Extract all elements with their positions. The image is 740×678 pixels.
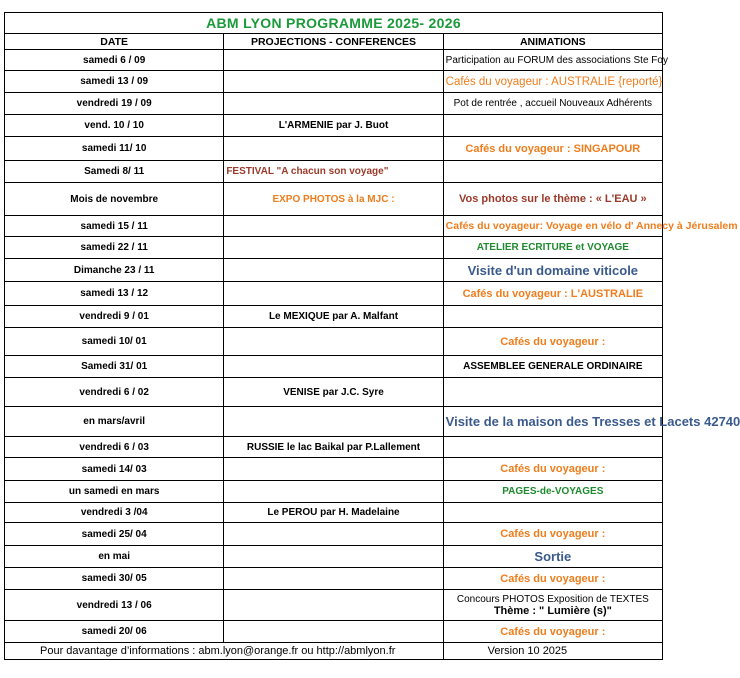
animation-cell: ASSEMBLEE GENERALE ORDINAIRE xyxy=(443,356,662,378)
table-row xyxy=(5,523,663,546)
animation-cell: Cafés du voyageur: Voyage en vélo d' Annecy à Jérusalem xyxy=(443,216,662,237)
table-row xyxy=(5,183,663,216)
date-cell: vend. 10 / 10 xyxy=(5,115,224,137)
date-cell: vendredi 9 / 01 xyxy=(5,306,224,328)
animation-cell: Visite d'un domaine viticole xyxy=(443,259,662,282)
table-row xyxy=(5,71,663,93)
animation-cell: Cafés du voyageur : AUSTRALIE {reporté} xyxy=(443,71,662,93)
footer-info: Pour davantage d’informations : abm.lyon@orange.fr ou http://abmlyon.fr xyxy=(5,643,444,660)
projection-cell: Le PEROU par H. Madelaine xyxy=(224,503,443,523)
version-label: Version 10 2025 xyxy=(487,645,568,657)
date-cell: vendredi 3 /04 xyxy=(5,503,224,523)
table-row xyxy=(5,378,663,407)
projection-cell xyxy=(224,546,443,568)
table-row xyxy=(5,259,663,282)
animation-cell: Cafés du voyageur : xyxy=(443,523,662,546)
table-row xyxy=(5,590,663,621)
projection-cell: Le MEXIQUE par A. Malfant xyxy=(224,306,443,328)
date-cell: vendredi 13 / 06 xyxy=(5,590,224,621)
date-cell: samedi 20/ 06 xyxy=(5,621,224,643)
table-row xyxy=(5,621,663,643)
date-cell: Samedi 31/ 01 xyxy=(5,356,224,378)
table-row xyxy=(5,503,663,523)
table-row xyxy=(5,481,663,503)
date-cell: samedi 25/ 04 xyxy=(5,523,224,546)
animation-cell: Cafés du voyageur : SINGAPOUR xyxy=(443,137,662,161)
projection-cell xyxy=(224,50,443,71)
animation-cell xyxy=(443,115,662,137)
projection-cell: L'ARMENIE par J. Buot xyxy=(224,115,443,137)
projection-cell xyxy=(224,458,443,481)
table-row xyxy=(5,161,663,183)
programme-table xyxy=(4,12,740,660)
footer-version xyxy=(443,643,662,660)
table-row xyxy=(5,458,663,481)
animation-cell: PAGES-de-VOYAGES xyxy=(443,481,662,503)
animation-line-2: Thème : " Lumière (s)" xyxy=(493,604,612,617)
projection-cell xyxy=(224,356,443,378)
animation-cell: Sortie xyxy=(443,546,662,568)
header-projections: PROJECTIONS - CONFERENCES xyxy=(224,34,443,50)
projection-cell xyxy=(224,621,443,643)
date-cell: en mai xyxy=(5,546,224,568)
table-row xyxy=(5,93,663,115)
animation-cell xyxy=(443,437,662,458)
projection-cell xyxy=(224,568,443,590)
animation-cell xyxy=(443,590,662,621)
animation-cell: Visite de la maison des Tresses et Lacets 42740 xyxy=(443,407,662,437)
date-cell: samedi 6 / 09 xyxy=(5,50,224,71)
date-cell: vendredi 19 / 09 xyxy=(5,93,224,115)
animation-cell: Cafés du voyageur : xyxy=(443,458,662,481)
table-row xyxy=(5,115,663,137)
table-row xyxy=(5,237,663,259)
date-cell: samedi 15 / 11 xyxy=(5,216,224,237)
date-cell: Dimanche 23 / 11 xyxy=(5,259,224,282)
footer-row xyxy=(5,643,663,660)
programme-sheet xyxy=(4,12,740,660)
date-cell: samedi 22 / 11 xyxy=(5,237,224,259)
date-cell: Samedi 8/ 11 xyxy=(5,161,224,183)
table-row xyxy=(5,568,663,590)
table-row xyxy=(5,546,663,568)
date-cell: samedi 13 / 12 xyxy=(5,282,224,306)
table-row xyxy=(5,216,663,237)
animation-cell xyxy=(443,378,662,407)
projection-cell xyxy=(224,590,443,621)
animation-line-1: Concours PHOTOS Exposition de TEXTES xyxy=(456,593,649,605)
date-cell: samedi 11/ 10 xyxy=(5,137,224,161)
projection-cell: RUSSIE le lac Baikal par P.Lallement xyxy=(224,437,443,458)
table-row xyxy=(5,306,663,328)
animation-cell: Cafés du voyageur : xyxy=(443,621,662,643)
table-row xyxy=(5,282,663,306)
projection-cell xyxy=(224,523,443,546)
date-cell: en mars/avril xyxy=(5,407,224,437)
animation-cell xyxy=(443,503,662,523)
date-cell: Mois de novembre xyxy=(5,183,224,216)
date-cell: vendredi 6 / 03 xyxy=(5,437,224,458)
date-cell: vendredi 6 / 02 xyxy=(5,378,224,407)
date-cell: samedi 14/ 03 xyxy=(5,458,224,481)
projection-cell xyxy=(224,282,443,306)
date-cell: samedi 10/ 01 xyxy=(5,328,224,356)
projection-cell: FESTIVAL "A chacun son voyage" xyxy=(224,161,443,183)
animation-cell: Vos photos sur le thème : « L'EAU » xyxy=(443,183,662,216)
projection-cell xyxy=(224,259,443,282)
animation-cell: Cafés du voyageur : L'AUSTRALIE xyxy=(443,282,662,306)
animation-cell xyxy=(443,306,662,328)
projection-cell xyxy=(224,137,443,161)
projection-cell xyxy=(224,71,443,93)
table-row xyxy=(5,437,663,458)
date-cell: un samedi en mars xyxy=(5,481,224,503)
animation-cell: Cafés du voyageur : xyxy=(443,328,662,356)
projection-cell xyxy=(224,216,443,237)
projection-cell xyxy=(224,407,443,437)
animation-cell: Pot de rentrée , accueil Nouveaux Adhérents xyxy=(443,93,662,115)
animation-cell: Participation au FORUM des associations Ste Foy xyxy=(443,50,662,71)
table-row xyxy=(5,407,663,437)
projection-cell xyxy=(224,237,443,259)
animation-cell: ATELIER ECRITURE et VOYAGE xyxy=(443,237,662,259)
table-row xyxy=(5,137,663,161)
table-row xyxy=(5,50,663,71)
page-title: ABM LYON PROGRAMME 2025- 2026 xyxy=(5,13,663,34)
projection-cell xyxy=(224,93,443,115)
table-row xyxy=(5,328,663,356)
header-date: DATE xyxy=(5,34,224,50)
animation-cell xyxy=(443,161,662,183)
projection-cell: EXPO PHOTOS à la MJC : xyxy=(224,183,443,216)
projection-cell xyxy=(224,328,443,356)
animation-cell: Cafés du voyageur : xyxy=(443,568,662,590)
header-animations: ANIMATIONS xyxy=(443,34,662,50)
date-cell: samedi 13 / 09 xyxy=(5,71,224,93)
projection-cell xyxy=(224,481,443,503)
projection-cell: VENISE par J.C. Syre xyxy=(224,378,443,407)
date-cell: samedi 30/ 05 xyxy=(5,568,224,590)
table-row xyxy=(5,356,663,378)
